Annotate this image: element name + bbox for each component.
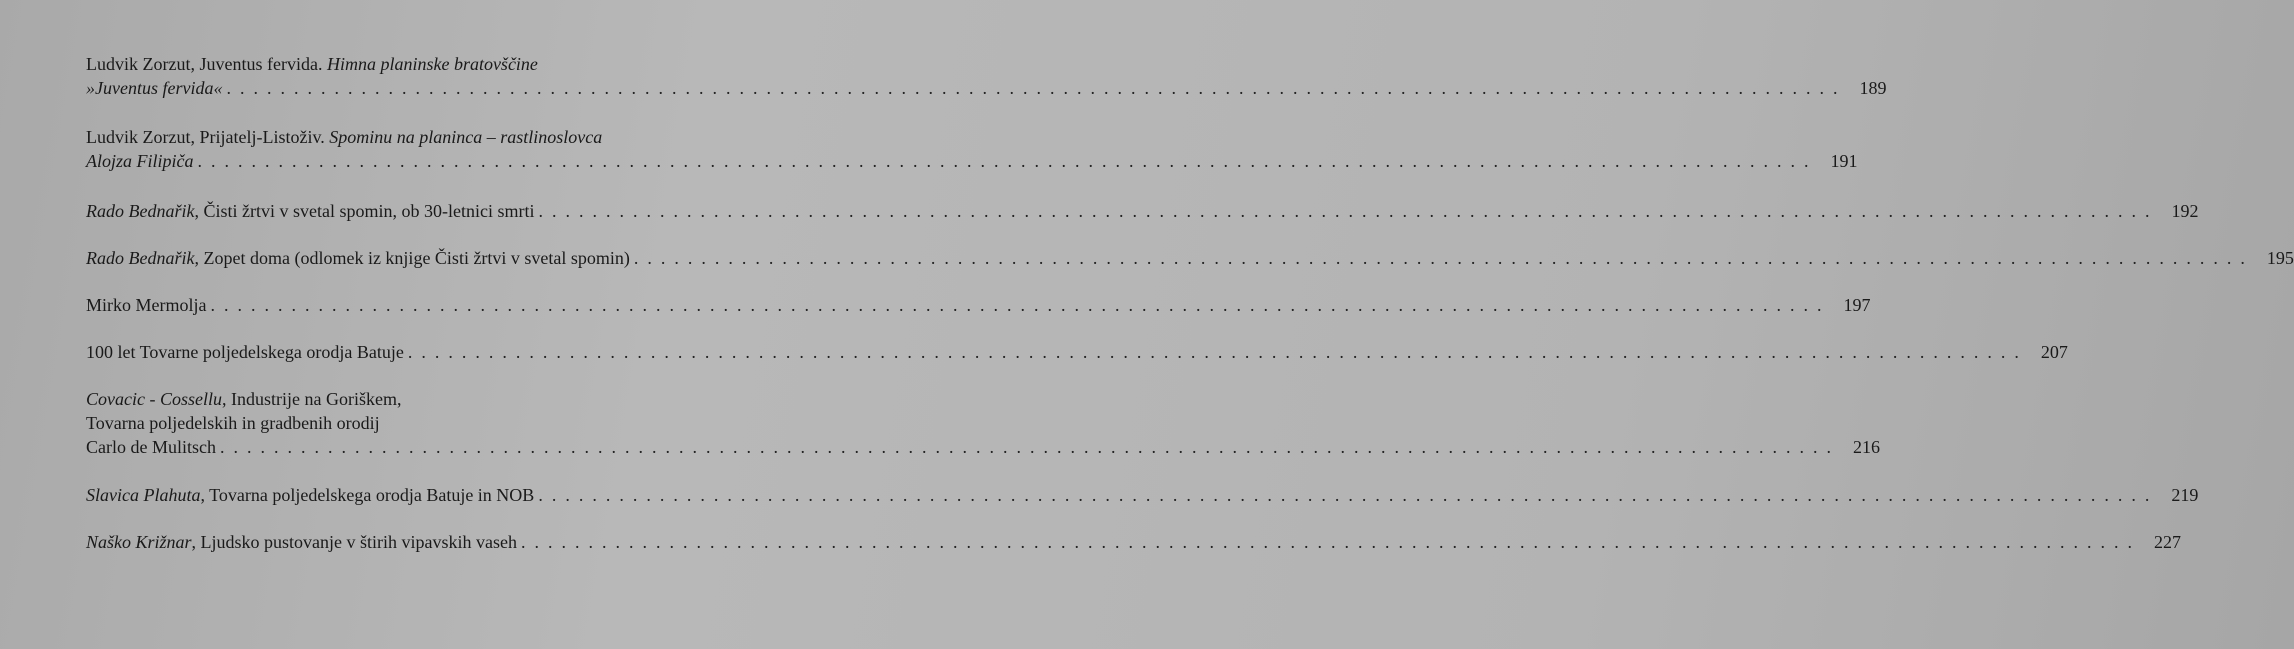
toc-entry-title	[86, 530, 517, 554]
toc-entry-text: 100 let Tovarne poljedelskega orodja Batuje	[86, 342, 404, 362]
dot-leader: ........................................................................................................................	[633, 248, 2254, 268]
toc-page-number: 192	[2171, 201, 2199, 221]
toc-entry-text: , Industrije na Goriškem,	[221, 389, 402, 409]
toc-entry	[86, 293, 1871, 317]
toc-entry-line	[86, 125, 770, 149]
toc-entry-title	[86, 413, 380, 433]
toc-entry	[86, 199, 2199, 223]
toc-entry-text: , Tovarna poljedelskega orodja Batuje in NOB	[200, 485, 535, 505]
toc-page-number: 197	[1843, 295, 1871, 315]
toc-entry-italic-text: Covacic - Cossellu	[86, 389, 222, 409]
toc-entry-title	[86, 483, 534, 507]
toc-entry-line	[86, 435, 1880, 459]
toc-entry-title	[86, 149, 194, 173]
toc-entry-italic-text: Alojza Filipiča	[86, 151, 194, 171]
toc-entry-italic-text: Rado Bednařik	[86, 201, 195, 221]
dot-leader: ........................................................................................................................	[521, 532, 2141, 552]
toc-entry-italic-text: Spominu na planinca – rastlinoslovca	[329, 127, 603, 147]
dot-leader: ........................................................................................................................	[210, 295, 1831, 315]
toc-entry-italic-text: »Juventus fervida«	[86, 78, 223, 98]
toc-page-number: 227	[2154, 532, 2181, 552]
toc-entry-text: , Čisti žrtvi v svetal spomin, ob 30-letnici smrti	[194, 201, 535, 221]
toc-entry	[86, 52, 1887, 100]
toc-entry-line	[86, 199, 2199, 223]
toc-entry	[86, 246, 2294, 270]
toc-page-number: 189	[1859, 78, 1887, 98]
toc-entry-line	[86, 530, 2181, 554]
toc-entry-title	[86, 293, 206, 317]
toc-entry-title	[86, 76, 222, 100]
toc-entry-title	[86, 127, 602, 147]
toc-entry-line	[86, 52, 770, 76]
dot-leader: ........................................................................................................................	[538, 201, 2159, 221]
dot-leader: ........................................................................................................................	[197, 151, 1818, 171]
toc-entry-line	[86, 76, 1887, 100]
toc-page-number: 216	[1852, 437, 1880, 457]
dot-leader: ........................................................................................................................	[226, 78, 1847, 98]
toc-entry-text: Ludvik Zorzut, Prijatelj-Listoživ.	[86, 127, 330, 147]
toc-entry-title	[86, 340, 404, 364]
toc-entry-text: , Zopet doma (odlomek iz knjige Čisti žrtvi v svetal spomin)	[194, 248, 630, 268]
toc-entry-title	[86, 435, 216, 459]
toc-entry-line	[86, 411, 770, 435]
toc-entry	[86, 125, 1858, 173]
toc-entry-italic-text: Naško Križnar	[86, 532, 192, 552]
dot-leader: ........................................................................................................................	[538, 485, 2159, 505]
toc-entry-italic-text: Rado Bednařik	[86, 248, 195, 268]
toc-entry	[86, 483, 2199, 507]
toc-entry	[86, 387, 1880, 459]
toc-entry-line	[86, 483, 2199, 507]
toc-page-number: 195	[2266, 248, 2294, 268]
toc-entry-line	[86, 387, 770, 411]
toc-page-number: 219	[2171, 485, 2199, 505]
toc-entry	[86, 340, 2068, 364]
toc-entry-italic-text: Himna planinske bratovščine	[326, 54, 538, 74]
toc-entry-line	[86, 149, 1858, 173]
toc-page-number: 191	[1830, 151, 1858, 171]
toc-entry-line	[86, 246, 2294, 270]
toc-entry-text: Tovarna poljedelskih in gradbenih orodij	[86, 413, 380, 433]
toc-entry-title	[86, 389, 401, 409]
toc-entry-title	[86, 199, 534, 223]
toc-entry-line	[86, 293, 1871, 317]
toc-entry-text: Ludvik Zorzut, Juventus fervida.	[86, 54, 327, 74]
toc-page-number: 207	[2040, 342, 2068, 362]
toc-entry-text: Mirko Mermolja	[86, 295, 207, 315]
toc-entry-line	[86, 340, 2068, 364]
toc-entry-italic-text: Slavica Plahuta	[86, 485, 201, 505]
dot-leader: ........................................................................................................................	[407, 342, 2028, 362]
toc-entry	[86, 530, 2181, 554]
toc-entry-title	[86, 54, 538, 74]
toc-entry-text: , Ljudsko pustovanje v štirih vipavskih vaseh	[191, 532, 517, 552]
toc-entry-text: Carlo de Mulitsch	[86, 437, 216, 457]
dot-leader: ........................................................................................................................	[219, 437, 1840, 457]
toc-entry-title	[86, 246, 630, 270]
